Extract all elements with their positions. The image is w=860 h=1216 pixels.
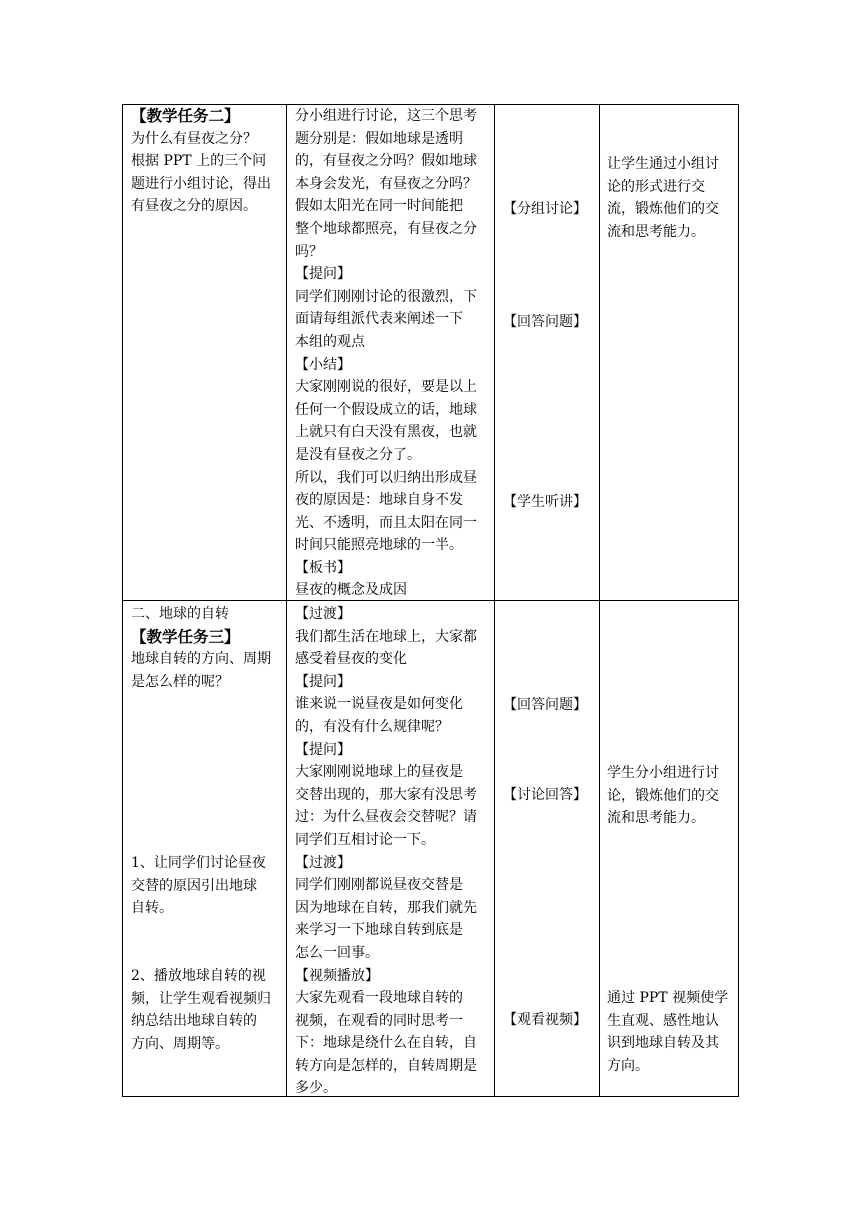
cell-line: 流和思考能力。 xyxy=(607,810,705,827)
student-activity: 【讨论回答】 xyxy=(503,787,587,803)
cell-line: 自转。 xyxy=(131,900,173,917)
cell-line: 地球自转的方向、周期 xyxy=(131,651,271,668)
cell-line: 的，有昼夜之分吗？假如地球 xyxy=(295,153,477,170)
cell-line: 【视频播放】 xyxy=(295,967,379,984)
cell-line: 有昼夜之分的原因。 xyxy=(131,198,257,215)
row1-col2-cell xyxy=(295,105,477,602)
task-heading: 【教学任务二】 xyxy=(131,106,240,125)
cell-line: 昼夜的概念及成因 xyxy=(295,582,407,599)
student-activity: 【回答问题】 xyxy=(503,314,587,330)
cell-line: 交替的原因引出地球 xyxy=(131,877,257,894)
cell-line: 大家先观看一段地球自转的 xyxy=(295,990,463,1007)
cell-line: 怎么一回事。 xyxy=(295,944,379,961)
cell-line: 【小结】 xyxy=(295,356,351,373)
section-heading: 二、地球的自转 xyxy=(131,606,229,622)
cell-line: 流和思考能力。 xyxy=(607,223,705,240)
cell-line: 根据 PPT 上的三个问 xyxy=(131,153,267,170)
student-activity: 【分组讨论】 xyxy=(503,201,587,217)
cell-line: 是没有昼夜之分了。 xyxy=(295,446,421,463)
cell-line: 感受着昼夜的变化 xyxy=(295,651,407,668)
row1-col1-cell xyxy=(131,105,271,218)
cell-line: 同学们互相讨论一下。 xyxy=(295,831,435,848)
cell-line: 论，锻炼他们的交 xyxy=(607,787,719,804)
cell-line: 任何一个假设成立的话，地球 xyxy=(295,401,477,418)
cell-line: 1、让同学们讨论昼夜 xyxy=(131,855,266,871)
cell-line: 下：地球是绕什么在自转，自 xyxy=(295,1035,477,1052)
cell-line: 学生分小组进行讨 xyxy=(607,765,719,781)
student-activity: 【学生听讲】 xyxy=(503,494,587,510)
lesson-plan-table xyxy=(122,104,739,1097)
task-heading: 【教学任务三】 xyxy=(131,626,240,646)
cell-line: 题进行小组讨论，得出 xyxy=(131,175,271,192)
cell-line: 夜的原因是：地球自身不发 xyxy=(295,492,463,509)
cell-line: 我们都生活在地球上，大家都 xyxy=(295,628,477,645)
cell-line: 过：为什么昼夜会交替呢？请 xyxy=(295,809,477,826)
cell-line: 分小组进行讨论，这三个思考 xyxy=(295,108,477,124)
cell-line: 频，让学生观看视频归 xyxy=(131,990,271,1007)
row2-col2-cell xyxy=(295,603,477,1100)
cell-line: 的，有没有什么规律呢？ xyxy=(295,718,449,735)
cell-line: 大家刚刚说地球上的昼夜是 xyxy=(295,764,463,781)
cell-line: 同学们刚刚都说昼夜交替是 xyxy=(295,877,463,894)
cell-line: 来学习一下地球自转到底是 xyxy=(295,922,463,939)
cell-line: 交替出现的，那大家有没思考 xyxy=(295,786,477,803)
cell-line: 本身会发光，有昼夜之分吗？ xyxy=(295,175,477,192)
cell-line: 所以，我们可以归纳出形成昼 xyxy=(295,469,477,486)
row2-col1-cell-c xyxy=(131,965,271,1055)
row2-col1-cell-b xyxy=(131,852,266,920)
cell-line: 面请每组派代表来阐述一下 xyxy=(295,311,463,328)
cell-line: 生直观、感性地认 xyxy=(607,1012,719,1029)
cell-line: 论的形式进行交 xyxy=(607,178,705,195)
row2-col4-cell-b xyxy=(607,987,728,1077)
cell-line: 纳总结出地球自转的 xyxy=(131,1013,257,1030)
cell-line: 2、播放地球自转的视 xyxy=(131,968,266,984)
cell-line: 因为地球在自转，那我们就先 xyxy=(295,899,477,916)
cell-line: 多少。 xyxy=(295,1080,337,1097)
cell-line: 同学们刚刚讨论的很激烈，下 xyxy=(295,288,477,305)
row1-col4-cell xyxy=(607,153,719,243)
student-activity: 【回答问题】 xyxy=(503,697,587,713)
cell-line: 吗？ xyxy=(295,243,323,260)
cell-line: 题分别是：假如地球是透明 xyxy=(295,130,463,147)
student-activity: 【观看视频】 xyxy=(503,1012,587,1028)
cell-line: 视频，在观看的同时思考一 xyxy=(295,1012,463,1029)
cell-line: 转方向是怎样的，自转周期是 xyxy=(295,1057,477,1074)
cell-line: 光、不透明，而且太阳在同一 xyxy=(295,514,477,531)
cell-line: 通过 PPT 视频使学 xyxy=(607,990,729,1006)
cell-line: 【提问】 xyxy=(295,673,351,690)
cell-line: 【提问】 xyxy=(295,266,351,283)
cell-line: 为什么有昼夜之分？ xyxy=(131,130,257,147)
row2-col1-cell-a xyxy=(131,603,271,693)
cell-line: 时间只能照亮地球的一半。 xyxy=(295,537,463,554)
cell-line: 方向。 xyxy=(607,1057,649,1074)
row2-col4-cell-a xyxy=(607,762,719,830)
cell-line: 【过渡】 xyxy=(295,854,351,871)
cell-line: 【过渡】 xyxy=(295,606,351,622)
cell-line: 整个地球都照亮，有昼夜之分 xyxy=(295,220,477,237)
cell-line: 是怎么样的呢？ xyxy=(131,673,229,690)
cell-line: 本组的观点 xyxy=(295,333,365,350)
cell-line: 假如太阳光在同一时间能把 xyxy=(295,198,463,215)
cell-line: 【板书】 xyxy=(295,559,351,576)
cell-line: 识到地球自转及其 xyxy=(607,1035,719,1052)
cell-line: 流，锻炼他们的交 xyxy=(607,201,719,218)
cell-line: 大家刚刚说的很好，要是以上 xyxy=(295,379,477,396)
cell-line: 上就只有白天没有黑夜，也就 xyxy=(295,424,477,441)
cell-line: 【提问】 xyxy=(295,741,351,758)
cell-line: 让学生通过小组讨 xyxy=(607,156,719,172)
cell-line: 谁来说一说昼夜是如何变化 xyxy=(295,696,463,713)
cell-line: 方向、周期等。 xyxy=(131,1035,229,1052)
